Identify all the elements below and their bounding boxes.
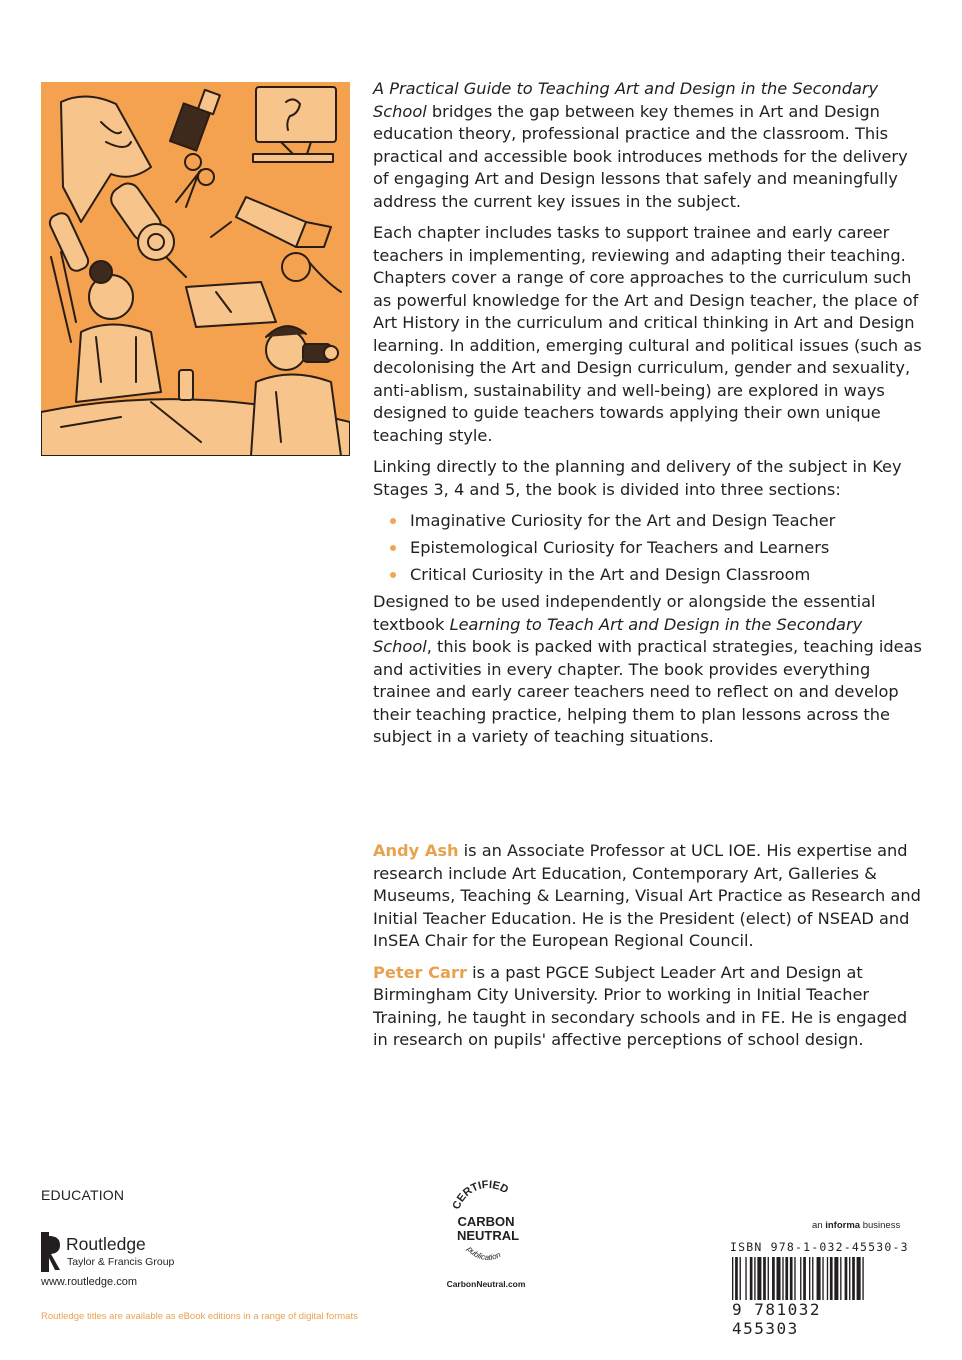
bullet-icon <box>390 572 396 578</box>
svg-text:CERTIFIED: CERTIFIED <box>450 1178 511 1212</box>
section-label: Epistemological Curiosity for Teachers and Learners <box>410 538 830 557</box>
svg-text:publication: publication <box>465 1244 503 1263</box>
svg-text:CARBON: CARBON <box>457 1214 515 1229</box>
bullet-icon <box>390 518 396 524</box>
informa-note <box>812 1220 900 1231</box>
carbon-neutral-icon <box>436 1176 536 1276</box>
description-text: bridges the gap between key themes in Art and Design education theory, professional practice and the classroom. This practical and accessible book introduces methods for the delivery of engaging Art and Design lessons that safely and meaningfully address the current key issues in the subject. <box>373 101 908 211</box>
informa-brand: informa <box>825 1220 861 1231</box>
section-label: Imaginative Curiosity for the Art and Design Teacher <box>410 511 836 530</box>
svg-text:NEUTRAL: NEUTRAL <box>456 1228 520 1243</box>
publisher-name: Routledge <box>66 1234 146 1254</box>
book-title: A Practical Guide to Teaching Art and Design in the Secondary School <box>373 79 879 121</box>
author-bio-text: is an Associate Professor at UCL IOE. His expertise and research include Art Education, Contemporary Art, Galleries & Museums, Teaching & Learning, Visual Art Practice as Research and Initial Teacher Education. He is the President (elect) of NSEAD and InSEA Chair for the European Regional Council. <box>373 841 921 950</box>
publisher-url[interactable]: www.routledge.com <box>41 1276 137 1288</box>
isbn: ISBN 978-1-032-45530-3 <box>730 1240 909 1254</box>
routledge-logo <box>41 1232 221 1272</box>
section-label: Critical Curiosity in the Art and Design Classroom <box>410 565 811 584</box>
ebook-note: Routledge titles are available as eBook editions in a range of digital formats <box>41 1311 358 1322</box>
carbon-neutral-url[interactable]: CarbonNeutral.com <box>446 1279 526 1289</box>
author-name: Andy Ash <box>373 841 459 860</box>
textbook-title: Learning to Teach Art and Design in the Secondary School <box>373 614 863 656</box>
description-paragraph-1 <box>373 78 923 213</box>
publisher-subtitle: Taylor & Francis Group <box>67 1256 175 1268</box>
description-paragraph-3: Linking directly to the planning and delivery of the subject in Key Stages 3, 4 and 5, the book is divided into three sections: <box>373 457 902 499</box>
list-item <box>373 564 923 587</box>
description-paragraph-4 <box>373 591 923 749</box>
author-name: Peter Carr <box>373 962 467 982</box>
routledge-r-icon <box>41 1232 61 1272</box>
list-item <box>373 510 923 533</box>
description-block <box>373 78 923 758</box>
author-bio <box>373 840 923 953</box>
barcode-number: 9 781032 455303 <box>730 1300 896 1322</box>
description-text: , this book is packed with practical strategies, teaching ideas and activities in every chapter. The book provides everything trainee and early career teachers need to reflect on and develop their teaching practice, helping them to plan lessons across the subject in a variety of teaching situations. <box>373 637 922 746</box>
informa-text: business <box>860 1220 901 1231</box>
cover-illustration <box>41 82 350 456</box>
list-item <box>373 537 923 560</box>
category-label: EDUCATION <box>41 1187 125 1203</box>
bullet-icon <box>390 545 396 551</box>
sections-list <box>373 510 923 587</box>
description-paragraph-2: Each chapter includes tasks to support trainee and early career teachers in implementing, reviewing and adapting their teaching. Chapters cover a range of core approaches to the curriculum such as powerful knowledge for the Art and Design teacher, the place of Art History in the curriculum and critical thinking in Art and Design learning. In addition, emerging cultural and political issues (such as decolonising the Art and Design curriculum, gender and sexuality, anti-ablism, sustainability and well-being) are explored in ways designed to guide teachers towards applying their own unique teaching style. <box>373 223 922 445</box>
informa-text: an <box>812 1220 826 1231</box>
carbon-neutral-logo <box>436 1176 536 1296</box>
description-text: Designed to be used independently or alongside the essential textbook <box>373 592 876 634</box>
author-bios <box>373 840 923 1061</box>
author-bio <box>373 962 923 1052</box>
author-bio-text: is a past PGCE Subject Leader Art and Design at Birmingham City University. Prior to working in Initial Teacher Training, he taught in secondary schools and in FE. He is engaged in research on pupils' affective perceptions of school design. <box>373 962 908 1049</box>
